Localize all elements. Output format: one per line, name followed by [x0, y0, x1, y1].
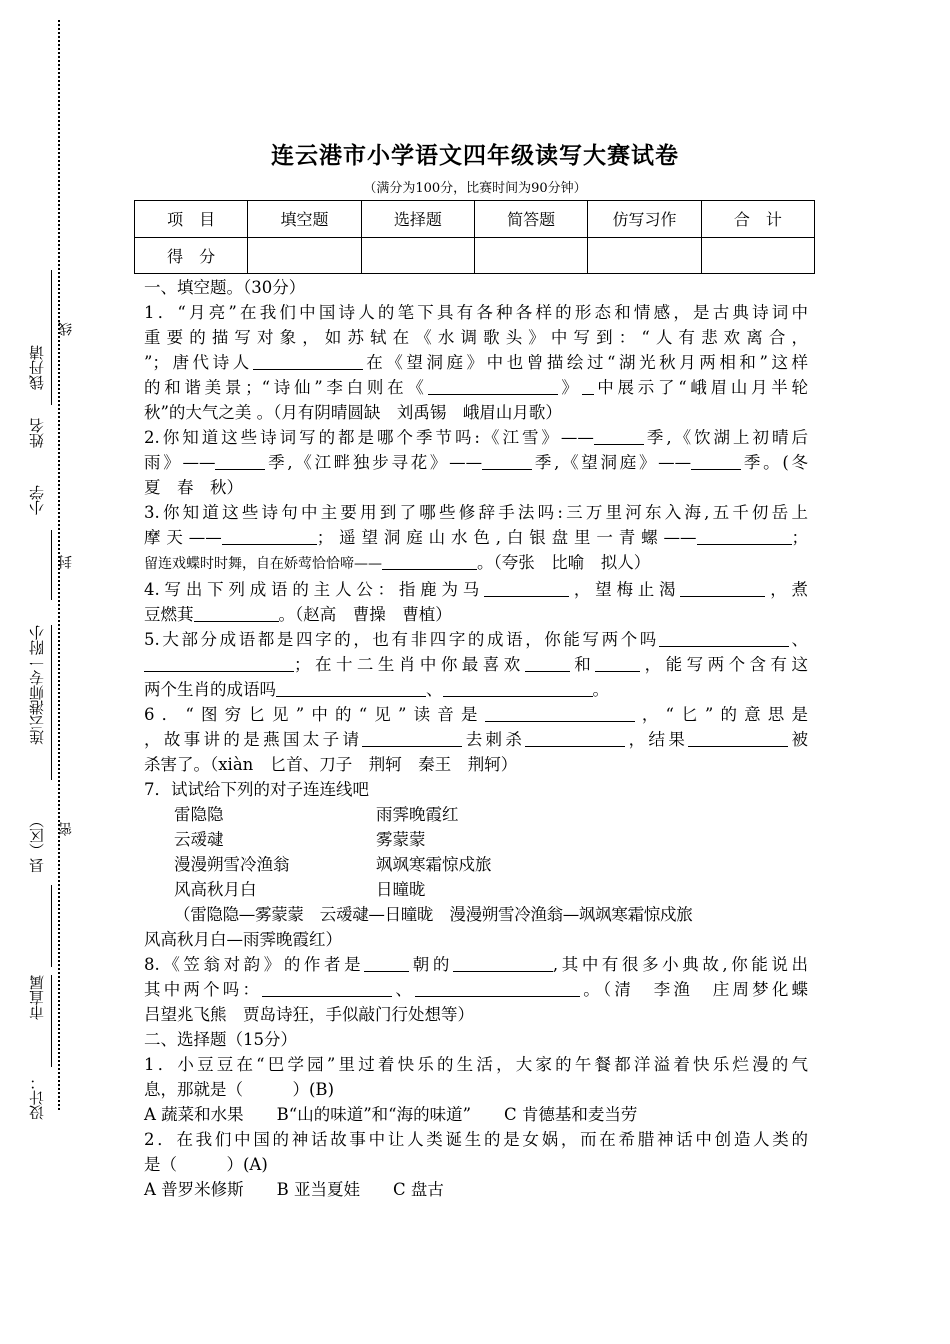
question-3-line: 3.你知道这些诗句中主要用到了哪些修辞手法吗:三万里河东入海,五千仞岳上 [144, 503, 808, 522]
couplet-pair [144, 852, 808, 877]
choice-question-2: 是（ ）(A) [144, 1155, 268, 1174]
answer-blank[interactable] [443, 679, 593, 697]
text: 。（清 李渔 庄周梦化蝶 [580, 980, 808, 999]
page-subtitle: （满分为100分，比赛时间为90分钟） [363, 181, 587, 196]
text: 季,《饮湖上初晴后 [643, 428, 808, 447]
answer-blank[interactable] [484, 579, 569, 597]
side-xiaoxue-blank [51, 530, 52, 600]
answer-blank[interactable] [194, 604, 279, 622]
question-1-answer: 秋”的大气之美 。（月有阴晴圆缺 刘禹锡 峨眉山月歌） [144, 403, 562, 422]
answer-blank[interactable] [262, 979, 392, 997]
text: 、 [426, 680, 443, 699]
text: ，结果 [625, 730, 689, 749]
text: ，能写两个含有这 [640, 655, 809, 674]
couplet-left[interactable]: 风高秋月白 [174, 880, 257, 899]
side-design-label: 设计： [28, 1075, 46, 1120]
text: 6．“图穷匕见”中的“见”读音是 [144, 705, 485, 724]
choice-question-2-options[interactable]: A 普罗米修斯 B 亚当夏娃 C 盘古 [144, 1180, 444, 1199]
answer-blank[interactable] [594, 427, 644, 445]
section-1-heading: 一、填空题。（30分） [144, 278, 306, 297]
answer-blank[interactable] [680, 579, 765, 597]
answer-blank[interactable] [482, 452, 532, 470]
side-city-blank [51, 975, 52, 1067]
question-8-line [144, 977, 808, 1002]
text: 豆燃萁 [144, 605, 194, 624]
question-6-line [144, 727, 808, 752]
answer-blank[interactable] [697, 527, 792, 545]
couplet-right[interactable]: 雾蒙蒙 [376, 830, 426, 849]
text: 中展示了“峨眉山月半轮 [593, 378, 809, 397]
text: ；遥望洞庭山水色,白银盘里一青螺—— [316, 528, 697, 547]
score-header-cell: 合 计 [701, 201, 814, 238]
question-3-line [144, 525, 808, 550]
question-5-line [144, 652, 808, 677]
question-6-answer: 杀害了。（xiàn 匕首、刀子 荆轲 秦王 荆轲） [144, 755, 518, 774]
answer-blank[interactable] [215, 452, 265, 470]
side-mark-mi: 密 [58, 822, 74, 836]
answer-blank[interactable] [382, 552, 477, 570]
score-cell[interactable] [588, 237, 701, 274]
answer-blank[interactable] [485, 704, 635, 722]
text: ，“匕”的意思是 [634, 705, 808, 724]
question-1-line [144, 375, 808, 400]
question-7-heading: 7．试试给下列的对子连连线吧 [144, 780, 369, 799]
text: 和 [569, 655, 596, 674]
text: 、 [392, 980, 415, 999]
question-6-line [144, 702, 808, 727]
text: ，煮 [765, 580, 808, 599]
question-4-line [144, 602, 808, 627]
side-school-blank [51, 625, 52, 780]
question-4-line [144, 577, 808, 602]
score-header-cell: 仿写习作 [588, 201, 701, 238]
text: 两个生肖的成语吗 [144, 680, 276, 699]
text: 季,《望洞庭》—— [532, 453, 692, 472]
answer-blank[interactable] [525, 729, 625, 747]
question-5-line [144, 627, 808, 652]
answer-blank[interactable] [428, 377, 558, 395]
question-1-line [144, 350, 808, 375]
couplet-right[interactable]: 雨霁晚霞红 [376, 805, 459, 824]
side-mark-feng: 封 [58, 555, 74, 569]
text: 2.你知道这些诗词写的都是哪个季节吗:《江雪》—— [144, 428, 594, 447]
text: 4.写出下列成语的主人公：指鹿为马 [144, 580, 485, 599]
couplet-left[interactable]: 云叆叇 [174, 830, 224, 849]
answer-blank[interactable] [453, 954, 553, 972]
text: ，望梅止渴 [569, 580, 681, 599]
couplet-pair [144, 877, 808, 902]
text: ,其中有很多小典故,你能说出 [552, 955, 808, 974]
text: 。 [592, 680, 609, 699]
side-city-label: 市直属 [28, 975, 46, 1020]
answer-blank[interactable] [415, 979, 580, 997]
text: 。（夸张 比喻 拟人） [477, 553, 651, 572]
text: 留连戏蝶时时舞，自在娇莺恰恰啼—— [144, 556, 382, 572]
question-2-answer: 夏 春 秋） [144, 478, 243, 497]
side-county-blank [51, 885, 52, 967]
score-header-cell: 简答题 [474, 201, 587, 238]
choice-question-1: 1．小豆豆在“巴学园”里过着快乐的生活，大家的午餐都洋溢着快乐烂漫的气 [144, 1055, 808, 1074]
text: 摩天—— [144, 528, 222, 547]
text: 。（赵高 曹操 曹植） [278, 605, 452, 624]
couplet-right[interactable]: 日曈昽 [376, 880, 426, 899]
text: 在《望洞庭》中也曾描绘过“湖光秋月两相和”这样 [362, 353, 809, 372]
page-title: 连云港市小学语文四年级读写大赛试卷 [271, 143, 679, 169]
question-2-line [144, 450, 808, 475]
choice-question-1: 息，那就是（ ）(B) [144, 1080, 334, 1099]
text: 被 [788, 730, 809, 749]
score-cell[interactable] [474, 237, 587, 274]
answer-blank[interactable] [595, 654, 640, 672]
question-3-line [144, 550, 808, 577]
side-name-blank [51, 270, 52, 405]
score-row-label: 得 分 [135, 237, 248, 274]
choice-question-2: 2．在我们中国的神话故事中让人类诞生的是女娲，而在希腊神话中创造人类的 [144, 1130, 808, 1149]
answer-blank[interactable] [659, 629, 789, 647]
score-cell[interactable] [361, 237, 474, 274]
answer-blank[interactable] [276, 679, 426, 697]
answer-blank[interactable] [222, 527, 317, 545]
text: 》 [557, 378, 582, 397]
answer-blank[interactable] [362, 729, 462, 747]
answer-blank[interactable] [582, 377, 594, 395]
text: 、 [788, 630, 809, 649]
text: ”；唐代诗人 [144, 353, 253, 372]
score-header-cell: 填空题 [248, 201, 361, 238]
couplet-left[interactable]: 雷隐隐 [174, 805, 224, 824]
text: ；在十二生肖中你最喜欢 [294, 655, 525, 674]
answer-blank[interactable] [688, 729, 788, 747]
side-name-label: 姓名 [28, 418, 46, 448]
answer-blank[interactable] [364, 954, 409, 972]
side-name-value: 钱丹请 [28, 345, 46, 390]
text: 季,《江畔独步寻花》—— [265, 453, 483, 472]
score-cell[interactable] [248, 237, 361, 274]
question-8-answer: 吕望兆飞熊 贾岛诗狂，手似敲门行处想等） [144, 1005, 474, 1024]
score-table-header-row [135, 201, 815, 238]
answer-blank[interactable] [253, 352, 363, 370]
exam-content [144, 275, 808, 1202]
text: 朝的 [409, 955, 453, 974]
text: ； [791, 528, 808, 547]
side-county-label: 县（区） [28, 813, 46, 873]
question-5-line [144, 677, 808, 702]
question-2-line [144, 425, 808, 450]
text: ，故事讲的是燕国太子请 [144, 730, 363, 749]
answer-blank[interactable] [691, 452, 741, 470]
question-1-line: 重要的描写对象，如苏轼在《水调歌头》中写到：“人有悲欢离合， [144, 328, 808, 347]
score-header-cell: 选择题 [361, 201, 474, 238]
score-cell[interactable] [701, 237, 814, 274]
question-7-answer: （雷隐隐—雾蒙蒙 云叆叇—日曈昽 漫漫朔雪冷渔翁—飒飒寒霜惊戍旅 [174, 905, 693, 924]
question-8-line [144, 952, 808, 977]
side-school-value: 连云港师专一附小 [28, 625, 46, 745]
text: 雨》—— [144, 453, 216, 472]
side-mark-xian: 线 [58, 322, 74, 336]
text: 的和谐美景；“诗仙”李白则在《 [144, 378, 428, 397]
choice-question-1-options[interactable]: A 蔬菜和水果 B“山的味道”和“海的味道” C 肯德基和麦当劳 [144, 1105, 638, 1124]
answer-blank[interactable] [144, 654, 294, 672]
text: 5.大部分成语都是四字的，也有非四字的成语，你能写两个吗 [144, 630, 659, 649]
text: 8.《笠翁对韵》的作者是 [144, 955, 365, 974]
couplet-left[interactable]: 漫漫朔雪冷渔翁 [174, 855, 290, 874]
score-table [134, 200, 815, 274]
couplet-pair [144, 802, 808, 827]
couplet-right[interactable]: 飒飒寒霜惊戍旅 [376, 855, 492, 874]
side-xiaoxue-label: 小学 [28, 485, 46, 515]
question-7-answer: 风高秋月白—雨霁晚霞红） [144, 930, 342, 949]
answer-blank[interactable] [525, 654, 570, 672]
text: 去刺杀 [462, 730, 526, 749]
couplet-pair [144, 827, 808, 852]
score-header-cell: 项 目 [135, 201, 248, 238]
section-2-heading: 二、选择题（15分） [144, 1030, 297, 1049]
text: 季。(冬 [741, 453, 809, 472]
question-1-line: 1．“月亮”在我们中国诗人的笔下具有各种各样的形态和情感，是古典诗词中 [144, 303, 808, 322]
score-table-score-row [135, 237, 815, 274]
text: 其中两个吗： [144, 980, 263, 999]
